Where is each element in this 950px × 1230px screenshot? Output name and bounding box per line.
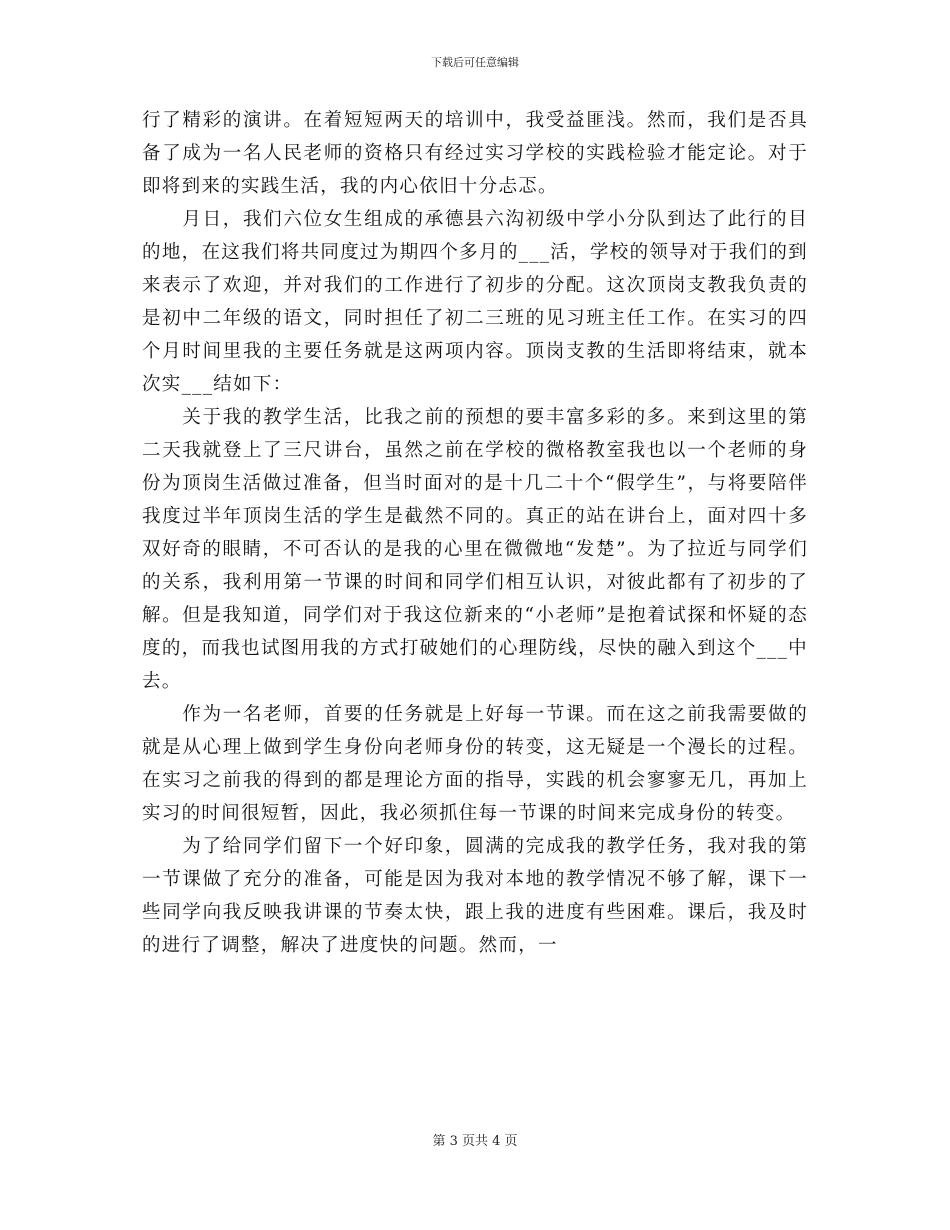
paragraph-2: 月日，我们六位女生组成的承德县六沟初级中学小分队到达了此行的目的地，在这我们将共同度过为期四个多月的___活，学校的领导对于我们的到来表示了欢迎，并对我们的工作进行了初步的分配。这次顶岗支教我负责的是初中二年级的语文，同时担任了初二三班的见习班主任工作。在实习的四个月时间里我的主要任务就是这两项内容。顶岗支教的生活即将结束，就本次实___结如下： [142, 209, 808, 395]
paragraph-3: 关于我的教学生活，比我之前的预想的要丰富多彩的多。来到这里的第二天我就登上了三尺讲台，虽然之前在学校的微格教室我也以一个老师的身份为顶岗生活做过准备，但当时面对的是十几二十个“假学生”，与将要陪伴我度过半年顶岗生活的学生是截然不同的。真正的站在讲台上，面对四十多双好奇的眼睛，不可否认的是我的心里在微微地“发楚”。为了拉近与同学们的关系，我利用第一节课的时间和同学们相互认识，对彼此都有了初步的了解。但是我知道，同学们对于我这位新来的“小老师”是抱着试探和怀疑的态度的，而我也试图用我的方式打破她们的心理防线，尽快的融入到这个___中去。 [142, 407, 808, 692]
paragraph-4: 作为一名老师，首要的任务就是上好每一节课。而在这之前我需要做的就是从心理上做到学生身份向老师身份的转变，这无疑是一个漫长的过程。在实习之前我的得到的都是理论方面的指导，实践的机会寥寥无几，再加上实习的时间很短暂，因此，我必须抓住每一节课的时间来完成身份的转变。 [142, 704, 808, 824]
paragraph-5: 为了给同学们留下一个好印象，圆满的完成我的教学任务，我对我的第一节课做了充分的准备，可能是因为我对本地的教学情况不够了解，课下一些同学向我反映我讲课的节奏太快，跟上我的进度有些困难。课后，我及时的进行了调整，解决了进度快的问题。然而，一 [142, 836, 808, 956]
page-footer: 第 3 页共 4 页 [432, 1134, 518, 1149]
paragraph-1: 行了精彩的演讲。在着短短两天的培训中，我受益匪浅。然而，我们是否具备了成为一名人民老师的资格只有经过实习学校的实践检验才能定论。对于即将到来的实践生活，我的内心依旧十分忐忑。 [142, 110, 808, 197]
page-header: 下载后可任意编辑 [431, 56, 519, 69]
document-body [142, 104, 808, 962]
